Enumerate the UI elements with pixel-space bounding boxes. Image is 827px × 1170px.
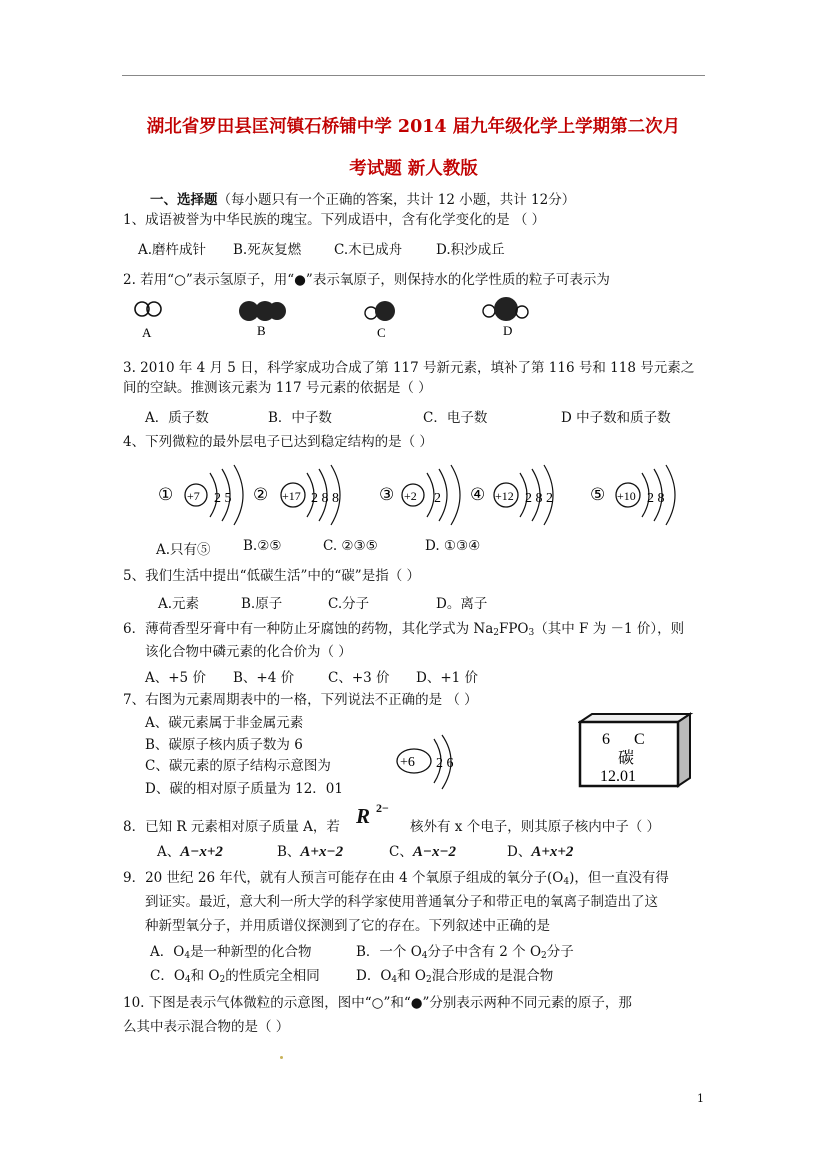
q6-option-d: D、+1 价 [416,670,479,686]
q7-stem: 7、右图为元素周期表中的一格，下列说法不正确的是 （ ） [123,692,478,708]
svg-text:2: 2 [434,491,441,506]
q4-stem: 4、下列微粒的最外层电子已达到稳定结构的是（ ） [123,434,433,450]
q4-particle-4 [470,465,553,525]
svg-text:+2: +2 [404,489,417,503]
q2-stem: 2. 若用“○”表示氢原子，用“●”表示氧原子，则保持水的化学性质的粒子可表示为 [123,272,610,288]
svg-text:2 8: 2 8 [647,491,665,506]
q2-label-d: D [503,323,513,338]
q1-option-d: D.积沙成丘 [436,242,505,258]
q7-option-b: B、碳原子核内质子数为 6 [145,737,303,753]
q4-particle-2 [253,465,340,525]
q9-line2: 到证实。最近，意大利一所大学的科学家使用普通氧分子和带正电的氧离子制造出了这 [145,894,658,910]
svg-text:+6: +6 [400,755,415,770]
q3-option-b: B．中子数 [268,410,332,426]
q5-option-d: D。离子 [436,596,488,612]
q3-option-a: A．质子数 [145,410,209,426]
svg-text:2 8 8: 2 8 8 [311,491,339,506]
q5-option-c: C.分子 [328,596,370,612]
q9-option-d: D．$O_4$和 $O_2$混合形成的是混合物 [356,968,554,985]
header-rule [122,75,705,76]
q3-line2: 间的空缺。推测该元素为 117 号元素的依据是（ ） [123,380,432,396]
q8-option-d: D、A+x+2 [507,844,574,860]
q7-cell-number: 6 [602,731,610,748]
q7-cell-name: 碳 [618,750,635,767]
svg-text:2 8 2: 2 8 2 [525,491,553,506]
svg-text:+7: +7 [187,489,200,503]
q8-option-b: B、A+x−2 [277,844,344,860]
svg-text:+10: +10 [617,489,636,503]
q4-atomic-structures [150,458,680,528]
q6-option-b: B、+4 价 [233,670,295,686]
q2-label-b: B [257,323,266,338]
q8-option-a: A、A−x+2 [157,844,223,860]
svg-text:2 5: 2 5 [214,491,232,506]
section-note: （每小题只有一个正确的答案，共计 12 小题，共计 12分） [217,192,576,208]
q4-option-d: D. ①③④ [425,538,481,554]
q1-option-a: A.磨杵成针 [138,242,207,258]
q6-line2: 该化合物中磷元素的化合价为（ ） [145,644,352,660]
q8-ion-symbol: R [356,804,371,828]
q5-option-a: A.元素 [158,596,200,612]
q8-option-c: C、A−x−2 [389,844,457,860]
svg-text:2 6: 2 6 [436,756,454,771]
svg-text:⑤: ⑤ [590,485,606,504]
q7-option-c: C、碳元素的原子结构示意图为 [145,758,331,774]
q9-line3: 种新型氧分子，并用质谱仪探测到了它的存在。下列叙述中正确的是 [145,918,550,934]
q7-option-a: A、碳元素属于非金属元素 [145,715,304,731]
q3-option-d: D 中子数和质子数 [561,410,671,426]
q8-prefix: 8．已知 R 元素相对原子质量 A，若 [123,819,340,835]
q2-molecule-d [483,297,528,321]
q1-option-b: B.死灰复燃 [233,242,302,258]
page-number: 1 [697,1092,704,1105]
q6-line1: 6．薄荷香型牙膏中有一种防止牙腐蚀的药物，其化学式为 $Na_2FPO_3$（其中 F 为 －1 价），则 [123,621,685,638]
q8-ion-charge: 2− [376,801,389,815]
page-title-line1: 湖北省罗田县匡河镇石桥铺中学 2014 届九年级化学上学期第二次月 [146,117,681,137]
q9-option-a: A．$O_4$是一种新型的化合物 [150,944,312,961]
q3-line1: 3. 2010 年 4 月 5 日，科学家成功合成了第 117 号新元素，填补了第 116 号和 118 号元素之 [123,360,695,376]
q2-molecule-c [365,301,395,321]
q8-suffix: 核外有 x 个电子，则其原子核内中子（ ） [410,819,660,835]
svg-text:④: ④ [470,485,486,504]
q9-line1: 9．20 世纪 26 年代，就有人预言可能存在由 4 个氧原子组成的氧分子$(O_4)$，但一直没有得 [123,870,669,887]
q4-particle-3 [379,465,460,525]
q7-option-d: D、碳的相对原子质量为 12．01 [145,781,343,797]
q7-cell-symbol: C [634,731,645,748]
q2-label-a: A [142,325,152,340]
q4-option-c: C. ②③⑤ [323,538,378,554]
q4-particle-5 [590,465,675,525]
q6-option-a: A、+5 价 [145,670,206,686]
q10-line1: 10. 下图是表示气体微粒的示意图，图中“○”和“●”分别表示两种不同元素的原子，那 [123,995,632,1011]
q4-option-a: A.只有⑤ [156,542,211,558]
q7-cell-mass: 12.01 [600,768,636,785]
q2-molecule-a [135,302,161,316]
q4-option-b: B.②⑤ [243,538,282,554]
q3-option-c: C．电子数 [423,410,488,426]
stray-dot [280,1056,283,1059]
q5-option-b: B.原子 [241,596,283,612]
svg-text:③: ③ [379,485,395,504]
page-title-line2: 考试题 新人教版 [349,159,478,179]
q5-stem: 5、我们生活中提出“低碳生活”中的“碳”是指（ ） [123,568,420,584]
svg-text:②: ② [253,485,269,504]
q4-particle-1 [158,465,243,525]
q2-molecule-b [239,301,286,321]
section-heading [150,188,575,208]
svg-text:+17: +17 [282,489,301,503]
q6-option-c: C、+3 价 [328,670,390,686]
q7-periodic-cell [578,712,698,790]
q2-molecule-figure [125,296,565,342]
q1-option-c: C.木已成舟 [334,242,403,258]
section-heading-label: 一、选择题 [150,192,218,208]
q9-option-c: C．$O_4$和 $O_2$的性质完全相同 [150,968,320,985]
q2-label-c: C [377,325,386,340]
q10-line2: 么其中表示混合物的是（ ） [123,1019,290,1035]
svg-text:①: ① [158,485,174,504]
svg-text:+12: +12 [495,489,514,503]
q9-option-b: B．一个 $O_4$分子中含有 2 个 $O_2$分子 [356,944,574,961]
q1-stem: 1、成语被誉为中华民族的瑰宝。下列成语中，含有化学变化的是 （ ） [123,212,546,228]
q7-carbon-structure-diagram [390,733,470,797]
